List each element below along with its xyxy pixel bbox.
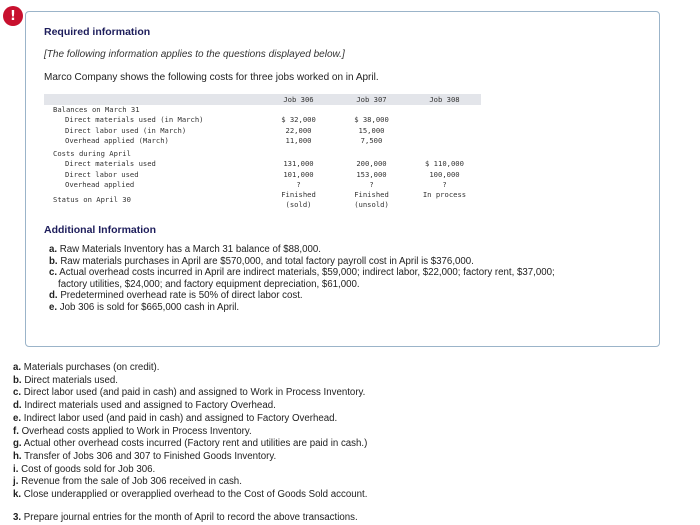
table-cell: 100,000: [429, 169, 460, 179]
list-item: [13, 489, 613, 502]
list-item-letter: b.: [13, 374, 22, 386]
status-cell: Finished: [354, 190, 389, 200]
table-row: [44, 115, 481, 125]
table-cell: ?: [369, 180, 374, 190]
table-cell: [262, 149, 335, 159]
table-row-label: Balances on March 31: [53, 105, 140, 114]
list-item-text: Revenue from the sale of Job 306 received in cash.: [21, 476, 242, 488]
status-cell: In process: [422, 190, 467, 200]
table-row: [44, 159, 481, 169]
table-cell: 200,000: [356, 159, 387, 169]
list-item: [49, 267, 649, 279]
list-item-letter: k.: [13, 489, 22, 501]
list-item-letter: a.: [13, 362, 22, 373]
list-item: [13, 426, 613, 439]
list-item-text: Raw materials purchases in April are $570,000, and total factory payroll cost in April is $376,000.: [60, 255, 474, 267]
table-cell: 15,000: [358, 125, 385, 135]
table-header-job-306: Job 306: [262, 94, 335, 105]
table-cell: $ 38,000: [354, 115, 389, 125]
list-item: [49, 256, 649, 268]
table-cell: [335, 105, 408, 115]
list-item: [13, 438, 613, 451]
table-cell: ?: [442, 180, 447, 190]
list-item: [49, 302, 649, 314]
list-item-text: Close underapplied or overapplied overhead to the Cost of Goods Sold account.: [23, 489, 368, 501]
table-row-label: Direct labor used (in March): [65, 125, 187, 135]
list-item-text: Predetermined overhead rate is 50% of direct labor cost.: [60, 290, 303, 301]
table-row-label: Overhead applied (March): [65, 135, 169, 145]
list-item: [49, 244, 649, 256]
list-item-text: Indirect materials used and assigned to Factory Overhead.: [24, 400, 276, 412]
question-number: 3.: [13, 512, 22, 523]
list-item-text: Actual other overhead costs incurred (Factory rent and utilities are paid in cash.): [23, 438, 368, 450]
list-item-letter: b.: [49, 255, 58, 267]
list-item-letter: e.: [13, 412, 22, 424]
table-cell: 131,000: [283, 159, 314, 169]
list-item-letter: i.: [13, 463, 19, 475]
list-item-letter: h.: [13, 450, 22, 462]
list-item: [13, 400, 613, 413]
table-row: [44, 126, 481, 136]
table-cell: [408, 126, 481, 136]
job-cost-table: [44, 94, 481, 209]
list-item-letter: e.: [49, 301, 58, 313]
additional-information-title: Additional Information: [44, 224, 156, 236]
list-item-letter: a.: [49, 244, 58, 255]
table-status-row: [44, 190, 481, 200]
list-item-letter: j.: [13, 476, 19, 488]
table-row: [44, 149, 481, 159]
intro-text: Marco Company shows the following costs for three jobs worked on in April.: [44, 72, 379, 83]
list-item-text: Cost of goods sold for Job 306.: [21, 463, 156, 475]
list-item-letter: c.: [49, 267, 58, 278]
table-cell: ?: [296, 180, 301, 190]
table-cell: 11,000: [285, 135, 312, 145]
table-row-label: Direct materials used: [65, 159, 156, 169]
list-item-text: Materials purchases (on credit).: [23, 362, 160, 373]
required-information-panel: [25, 11, 660, 347]
status-cell: Finished: [281, 190, 316, 200]
question-text: Prepare journal entries for the month of April to record the above transactions.: [23, 512, 358, 523]
additional-information-list: [49, 244, 649, 313]
list-item-letter: g.: [13, 438, 22, 450]
list-item-text: Overhead costs applied to Work in Process Inventory.: [21, 425, 252, 437]
table-cell: [408, 115, 481, 125]
table-cell: [408, 105, 481, 115]
table-cell: [335, 149, 408, 159]
table-row: [44, 105, 481, 115]
list-item-text: Job 306 is sold for $665,000 cash in April.: [59, 301, 240, 313]
table-row-label: Overhead applied: [65, 180, 135, 190]
list-item: [13, 387, 613, 400]
list-item: [13, 375, 613, 388]
list-item-continuation: factory utilities, $24,000; and factory equipment depreciation, $61,000.: [58, 278, 360, 290]
required-information-subtitle: [The following information applies to the questions displayed below.]: [44, 49, 345, 60]
required-information-title: Required information: [44, 26, 151, 38]
table-header-job-308: Job 308: [408, 94, 481, 105]
list-item: [49, 290, 649, 302]
table-cell: [408, 136, 481, 146]
table-row: [44, 180, 481, 190]
status-cell: (sold): [285, 199, 312, 209]
status-cell: [408, 200, 481, 210]
table-row-label: Status on April 30: [53, 195, 131, 205]
list-item-letter: f.: [13, 425, 19, 437]
list-item: [13, 464, 613, 477]
table-cell: 153,000: [356, 169, 387, 179]
table-row-label: Direct materials used (in March): [65, 115, 204, 125]
list-item: [13, 362, 613, 375]
table-cell: 7,500: [360, 135, 383, 145]
table-header-blank: [44, 94, 262, 105]
question-prompt: [13, 512, 358, 523]
list-item-text: Direct labor used (and paid in cash) and assigned to Work in Process Inventory.: [23, 387, 366, 399]
table-row: [44, 136, 481, 146]
table-cell: $ 32,000: [281, 115, 316, 125]
table-cell: 22,000: [285, 125, 312, 135]
list-item-letter: d.: [13, 400, 22, 412]
table-header-job-307: Job 307: [335, 94, 408, 105]
table-row-label: Costs during April: [53, 149, 131, 159]
list-item-text: Actual overhead costs incurred in April are indirect materials, $59,000; indirect labor, $22,000; factory rent, $37,000;: [59, 267, 555, 278]
list-item: [13, 413, 613, 426]
table-header-row: [44, 94, 481, 105]
table-cell: [262, 105, 335, 115]
table-cell: [408, 149, 481, 159]
list-item-letter: c.: [13, 387, 22, 399]
exclamation-icon: !: [3, 6, 23, 26]
list-item: [13, 451, 613, 464]
list-item-text: Indirect labor used (and paid in cash) and assigned to Factory Overhead.: [23, 412, 338, 424]
list-item-text: Raw Materials Inventory has a March 31 balance of $88,000.: [59, 244, 321, 255]
table-row-label: Direct labor used: [65, 169, 139, 179]
transactions-list: [13, 362, 613, 502]
table-row: [44, 170, 481, 180]
list-item-text: Direct materials used.: [24, 374, 118, 386]
table-cell: $ 110,000: [425, 159, 464, 169]
status-cell: (unsold): [354, 199, 389, 209]
list-item-letter: d.: [49, 290, 58, 301]
list-item: [13, 476, 613, 489]
list-item-text: Transfer of Jobs 306 and 307 to Finished Goods Inventory.: [24, 450, 277, 462]
table-cell: 101,000: [283, 169, 314, 179]
